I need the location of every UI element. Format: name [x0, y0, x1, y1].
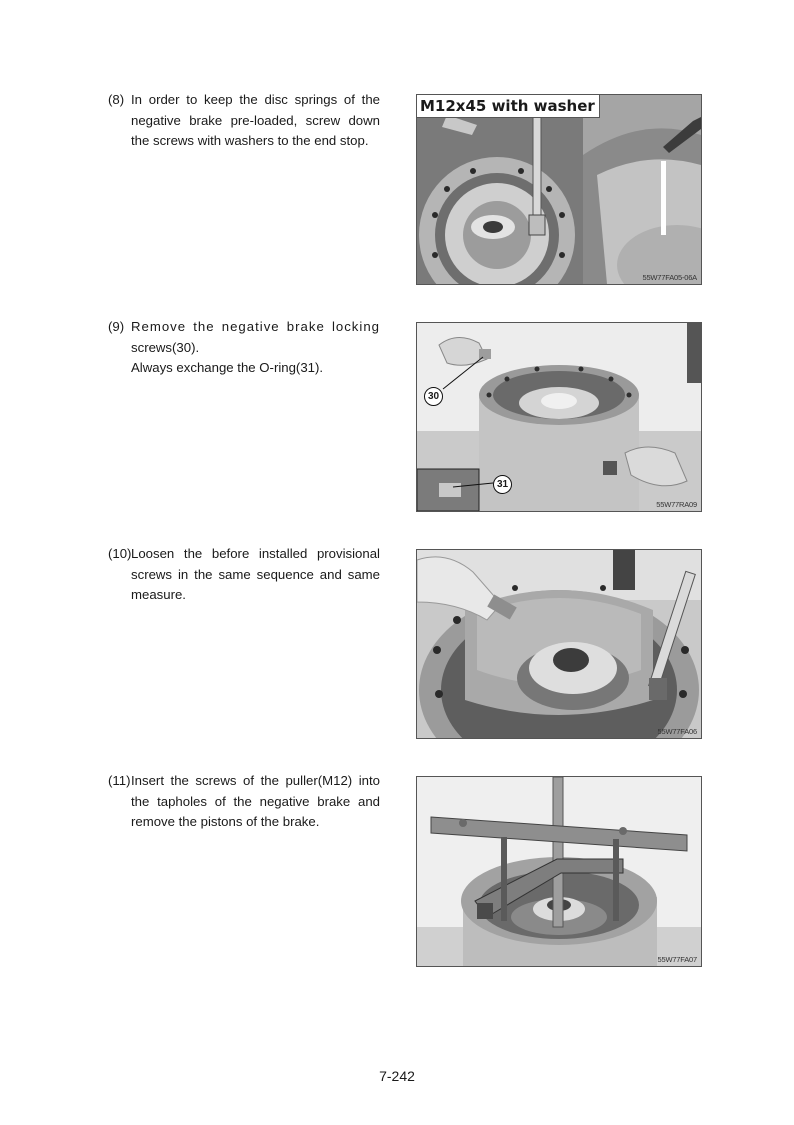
figure-code: 55W77FA07: [657, 955, 697, 964]
figure-step-11: [416, 776, 702, 967]
step-text: [108, 317, 380, 379]
step-line: Remove the negative brake locking: [131, 319, 380, 334]
step-10: [108, 544, 380, 606]
step-line: In order to keep the disc springs of the: [131, 92, 380, 107]
photo-locking-screws-removal: [417, 323, 701, 511]
figure-step-8: [416, 94, 702, 285]
step-number: (8): [108, 92, 125, 107]
figure-code: 55W77FA05-06A: [642, 273, 697, 282]
page-number: 7-242: [379, 1068, 415, 1084]
photo-loosen-provisional-screws: [417, 550, 701, 738]
step-number: (10): [108, 546, 132, 561]
figure-code: 55W77FA06: [657, 727, 697, 736]
figure-title: M12x45 with washer: [417, 95, 600, 118]
photo-brake-screws-washers: [417, 95, 701, 284]
step-line: measure.: [131, 587, 186, 602]
figure-step-9: [416, 322, 702, 512]
step-text: [108, 544, 380, 606]
figure-code: 55W77RA09: [656, 500, 697, 509]
step-line: Insert the screws of the puller(M12) into: [131, 773, 380, 788]
step-line: the screws with washers to the end stop.: [131, 133, 369, 148]
photo-puller-removing-pistons: [417, 777, 701, 966]
step-text: [108, 90, 380, 152]
figure-step-10: [416, 549, 702, 739]
step-number: (11): [108, 773, 131, 788]
step-text: [108, 771, 380, 833]
step-line: screws in the same sequence and same: [131, 566, 380, 582]
callout-30: 30: [424, 387, 443, 406]
step-line: the tapholes of the negative brake and: [131, 793, 380, 809]
step-9: [108, 317, 380, 379]
callout-31: 31: [493, 475, 512, 494]
step-line: remove the pistons of the brake.: [131, 814, 320, 829]
step-line: screws(30).: [131, 339, 200, 355]
step-8: [108, 90, 380, 152]
step-11: [108, 771, 380, 833]
step-line: negative brake pre-loaded, screw down: [131, 112, 380, 128]
step-line: Always exchange the O-ring(31).: [131, 360, 324, 375]
step-line: Loosen the before installed provisional: [131, 546, 380, 561]
step-number: (9): [108, 319, 125, 334]
